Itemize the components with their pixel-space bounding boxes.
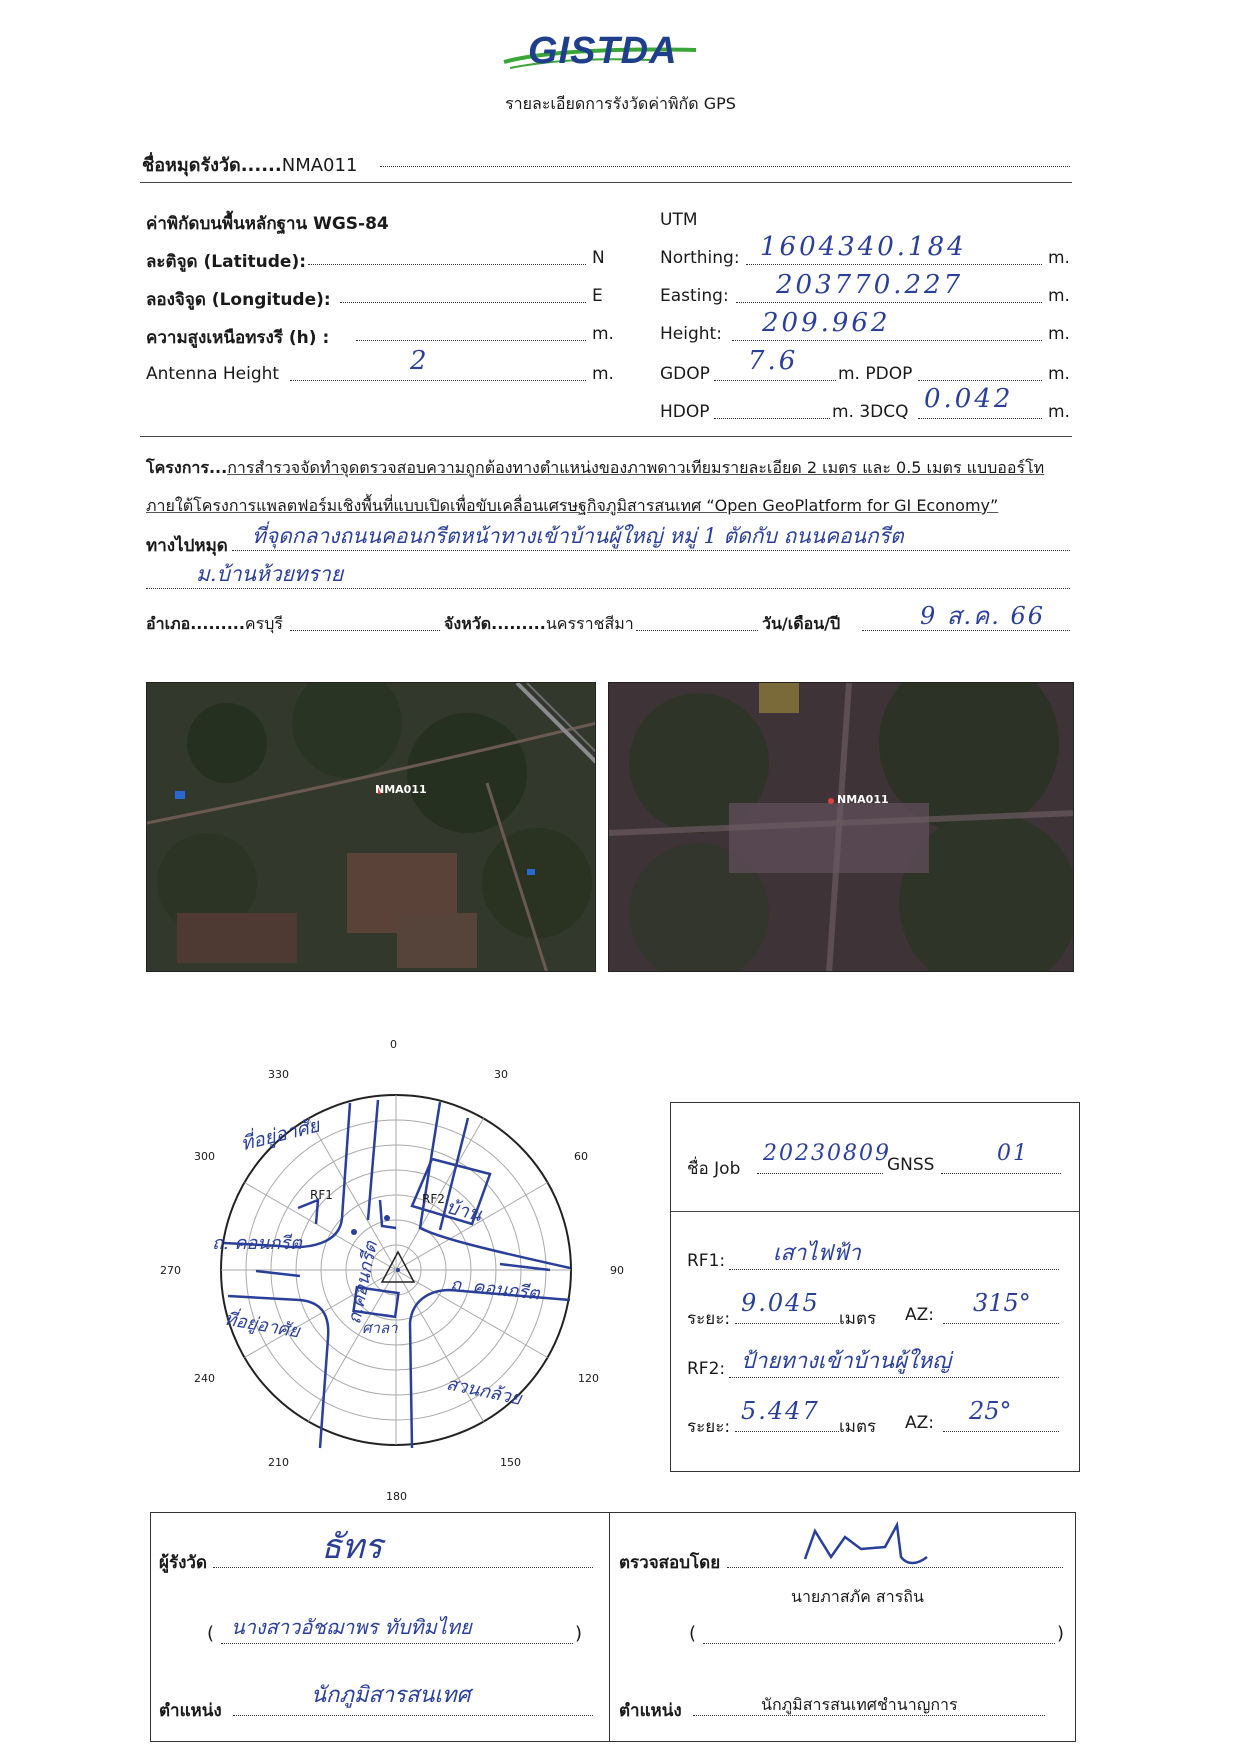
satellite-image-left-label: NMA011: [375, 783, 427, 796]
compass-note-road-left: ถ. คอนกรีต: [212, 1233, 302, 1254]
compass-tick-90: 90: [610, 1264, 624, 1277]
checker-label: ตรวจสอบโดย: [619, 1553, 721, 1573]
utm-height-label: Height:: [660, 324, 722, 344]
satellite-image-right: [608, 682, 1074, 972]
northing-label: Northing:: [660, 248, 740, 268]
height-label: ความสูงเหนือทรงรี (h) :: [146, 328, 330, 348]
northing-value: 1604340.184: [760, 232, 967, 262]
page-title: รายละเอียดการรังวัดค่าพิกัด GPS: [505, 94, 736, 113]
project-line-1: โครงการ...การสำรวจจัดทำจุดตรวจสอบความถูกต้องทางตำแหน่งของภาพดาวเทียมรายละเอียด 2 เมตร และ 0.5 เมตร แบบออร์โท: [146, 458, 1045, 477]
district-row: อำเภอ.........ครบุรี: [146, 614, 283, 633]
surveyor-name-row: (: [207, 1623, 215, 1644]
latitude-label: ละติจูด (Latitude):: [146, 252, 307, 272]
compass-note-sala: ศาลา: [362, 1319, 398, 1337]
route-line-1: ที่จุดกลางถนนคอนกรีตหน้าทางเข้าบ้านผู้ใหญ่ หมู่ 1 ตัดกับ ถนนคอนกรีต: [252, 524, 904, 548]
utm-height-value: 209.962: [762, 308, 891, 338]
antenna-value: 2: [410, 346, 427, 376]
antenna-label: Antenna Height: [146, 364, 280, 384]
province-row: จังหวัด.........นครราชสีมา: [444, 614, 634, 633]
compass-tick-210: 210: [268, 1456, 289, 1469]
compass-tick-300: 300: [194, 1150, 215, 1163]
pdop-unit: m.: [1048, 364, 1070, 384]
latitude-unit: N: [592, 248, 605, 268]
checker-position: นักภูมิสารสนเทศชำนาญการ: [761, 1695, 958, 1714]
az1-value: 315°: [973, 1289, 1031, 1317]
compass-tick-120: 120: [578, 1372, 599, 1385]
compass-note-banana: สวนกล้วย: [444, 1373, 524, 1410]
satellite-image-right-label: NMA011: [837, 793, 889, 806]
longitude-label: ลองจิจูด (Longitude):: [146, 290, 331, 310]
az2-label: AZ:: [905, 1413, 935, 1433]
easting-label: Easting:: [660, 286, 729, 306]
rf2-value: ป้ายทางเข้าบ้านผู้ใหญ่: [741, 1349, 951, 1374]
compass-tick-150: 150: [500, 1456, 521, 1469]
compass-rose-icon: [150, 1038, 630, 1528]
compass-note-rf1: RF1: [310, 1188, 333, 1202]
rf2-label: RF2:: [687, 1359, 726, 1379]
surveyor-name: นางสาวอัชฌาพร ทับทิมไทย: [231, 1615, 472, 1639]
compass-tick-0: 0: [390, 1038, 397, 1051]
gnss-label: GNSS: [887, 1155, 935, 1175]
northing-unit: m.: [1048, 248, 1070, 268]
logo-text: GISTDA: [528, 30, 678, 72]
antenna-unit: m.: [592, 364, 614, 384]
job-box: [670, 1102, 1080, 1472]
wgs84-heading: ค่าพิกัดบนพื้นหลักฐาน WGS-84: [146, 214, 389, 234]
signature-block: ผู้รังวัด ธัทร ( นางสาวอัชฌาพร ทับทิมไทย ) ตำแหน่ง นักภูมิสารสนเทศ ตรวจสอบโดย นายภาสภัค สารถิน ( ) ตำแหน่ง นักภูมิสารสนเทศชำนาญการ: [150, 1512, 1076, 1742]
checker-position-label: ตำแหน่ง: [619, 1701, 682, 1721]
compass-note-house: บ้าน: [443, 1196, 484, 1226]
date-value: 9 ส.ค. 66: [920, 602, 1046, 630]
satellite-image-left: [146, 682, 596, 972]
district-value: ครบุรี: [244, 614, 283, 633]
checker-name: นายภาสภัค สารถิน: [791, 1587, 924, 1606]
distance1-unit: เมตร: [839, 1309, 877, 1329]
compass-tick-240: 240: [194, 1372, 215, 1385]
az2-value: 25°: [969, 1397, 1012, 1425]
distance2-value: 5.447: [741, 1397, 820, 1425]
utm-height-unit: m.: [1048, 324, 1070, 344]
distance1-value: 9.045: [741, 1289, 820, 1317]
compass-note-road-vertical: ถ.คอนกรีต: [343, 1239, 383, 1326]
surveyor-label: ผู้รังวัด: [159, 1553, 207, 1573]
distance2-label: ระยะ:: [687, 1417, 731, 1437]
gnss-value: 01: [997, 1141, 1029, 1166]
compass-tick-330: 330: [268, 1068, 289, 1081]
project-line-2: ภายใต้โครงการแพลตฟอร์มเชิงพื้นที่แบบเปิดเพื่อขับเคลื่อนเศรษฐกิจภูมิสารสนเทศ “Open GeoPlatform for GI Economy”: [146, 496, 999, 515]
compass-note-road-right: ถ. คอนกรีต: [449, 1274, 541, 1305]
rf1-value: เสาไฟฟ้า: [773, 1241, 861, 1266]
hdop-label: HDOP: [660, 402, 710, 422]
easting-unit: m.: [1048, 286, 1070, 306]
rf1-label: RF1:: [687, 1251, 726, 1271]
longitude-unit: E: [592, 286, 603, 306]
surveyor-signature: ธัทร: [321, 1527, 383, 1567]
compass-tick-180: 180: [386, 1490, 407, 1503]
surveyor-position-label: ตำแหน่ง: [159, 1701, 222, 1721]
compass-diagram: [150, 1038, 630, 1528]
compass-tick-60: 60: [574, 1150, 588, 1163]
surveyor-position: นักภูมิสารสนเทศ: [311, 1683, 471, 1708]
az1-label: AZ:: [905, 1305, 935, 1325]
dcq-label: m. 3DCQ: [832, 402, 909, 422]
compass-note-residential-bottom: ที่อยู่อาศัย: [222, 1308, 302, 1343]
compass-tick-30: 30: [494, 1068, 508, 1081]
dcq-value: 0.042: [924, 384, 1014, 414]
job-value: 20230809: [763, 1141, 891, 1166]
logo: [500, 22, 700, 84]
checker-signature-icon: [801, 1519, 941, 1569]
station-name: NMA011: [281, 155, 358, 176]
compass-note-rf2: RF2: [422, 1192, 445, 1206]
compass-tick-270: 270: [160, 1264, 181, 1277]
distance1-label: ระยะ:: [687, 1309, 731, 1329]
compass-note-residential-top: ที่อยู่อาศัย: [238, 1114, 322, 1156]
utm-heading: UTM: [660, 210, 698, 230]
easting-value: 203770.227: [776, 270, 964, 300]
route-line-2: ม.บ้านห้วยทราย: [196, 562, 344, 586]
station-label: ชื่อหมุดรังวัด......NMA011: [142, 155, 358, 176]
distance2-unit: เมตร: [839, 1417, 877, 1437]
province-value: นครราชสีมา: [545, 614, 634, 633]
dcq-unit: m.: [1048, 402, 1070, 422]
pdop-label: m. PDOP: [838, 364, 913, 384]
gdop-value: 7.6: [748, 346, 799, 376]
job-label: ชื่อ Job: [687, 1159, 741, 1179]
route-label: ทางไปหมุด: [146, 536, 228, 556]
date-label: วัน/เดือน/ปี: [762, 614, 841, 633]
gdop-label: GDOP: [660, 364, 710, 384]
height-unit: m.: [592, 324, 614, 344]
